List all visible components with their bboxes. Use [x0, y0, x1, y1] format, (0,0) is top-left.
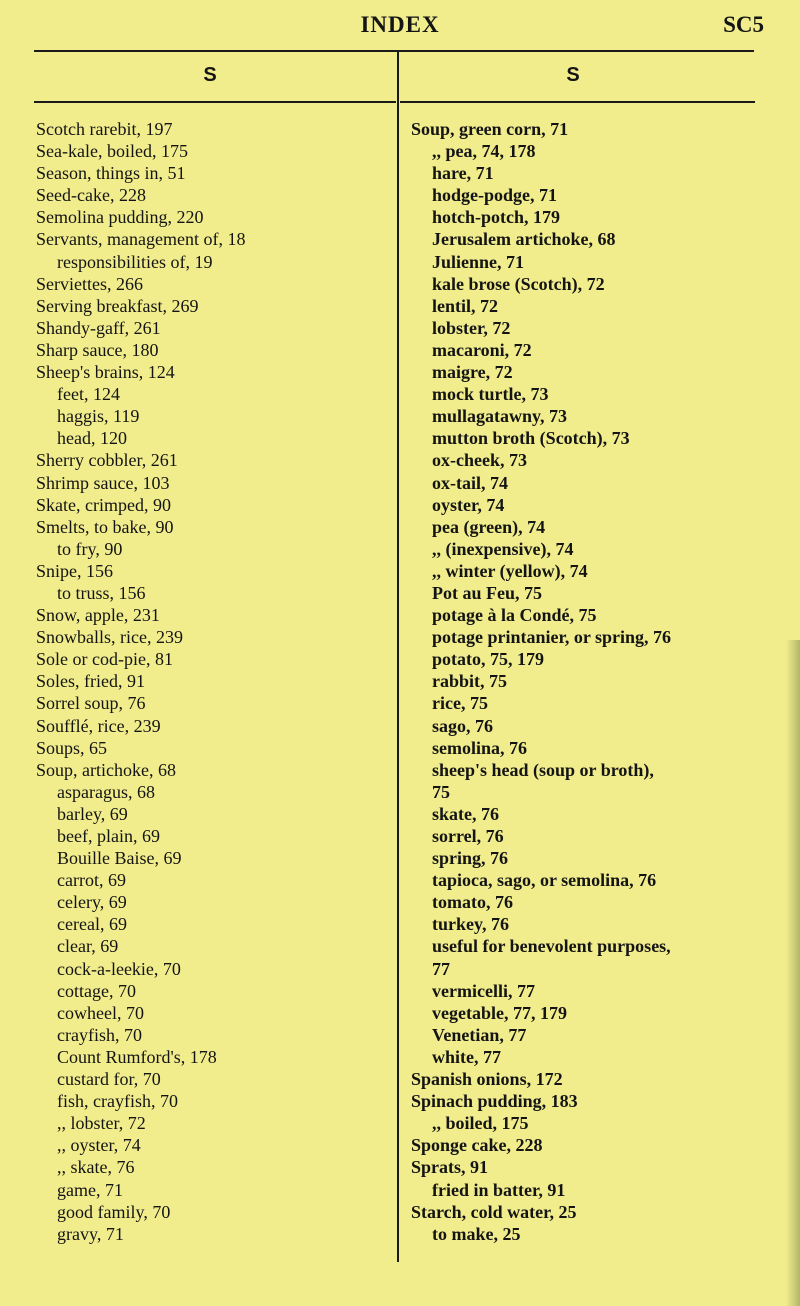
- right-index-entry: fried in batter, 91: [432, 1179, 566, 1200]
- left-index-entry: head, 120: [57, 428, 127, 449]
- right-index-entry: sago, 76: [432, 715, 494, 736]
- page-title: INDEX: [360, 12, 440, 37]
- right-index-entry: oyster, 74: [432, 494, 505, 515]
- right-index-entry: vegetable, 77, 179: [432, 1002, 567, 1023]
- left-index-entry: Snowballs, rice, 239: [36, 627, 183, 648]
- left-index-entry: to truss, 156: [57, 582, 146, 603]
- left-index-entry: cowheel, 70: [57, 1002, 144, 1023]
- left-index-entry: celery, 69: [57, 892, 127, 913]
- left-index-entry: Serving breakfast, 269: [36, 295, 199, 316]
- right-index-entry: ox-cheek, 73: [432, 450, 527, 471]
- left-index-entry: carrot, 69: [57, 870, 126, 891]
- left-index-entry: Shrimp sauce, 103: [36, 472, 170, 493]
- left-heading-rule: [34, 101, 396, 103]
- right-index-entry: Jerusalem artichoke, 68: [432, 229, 616, 250]
- right-column-heading: S: [566, 64, 580, 86]
- left-index-entry: Sea-kale, boiled, 175: [36, 141, 188, 162]
- left-index-entry: beef, plain, 69: [57, 826, 160, 846]
- right-index-entry: Soup, green corn, 71: [411, 119, 569, 139]
- right-index-entry: potage printanier, or spring, 76: [432, 627, 672, 648]
- left-index-entry: Sherry cobbler, 261: [36, 450, 178, 471]
- right-index-entry: mutton broth (Scotch), 73: [432, 428, 630, 449]
- right-index-entry: rabbit, 75: [432, 671, 508, 692]
- right-index-entry: to make, 25: [432, 1223, 521, 1244]
- left-index-entry: good family, 70: [57, 1201, 171, 1222]
- left-index-column: [36, 118, 416, 1245]
- right-index-entry: Sponge cake, 228: [411, 1135, 543, 1156]
- left-index-entry: to fry, 90: [57, 538, 123, 559]
- left-index-entry: Season, things in, 51: [36, 163, 186, 184]
- right-index-column: [411, 118, 791, 1245]
- right-index-entry: kale brose (Scotch), 72: [432, 273, 605, 294]
- right-index-entry: macaroni, 72: [432, 339, 532, 360]
- right-index-entry: sorrel, 76: [432, 826, 504, 846]
- right-index-entry: ,, winter (yellow), 74: [432, 560, 588, 581]
- right-index-entry: pea (green), 74: [432, 516, 546, 537]
- left-index-entry: fish, crayfish, 70: [57, 1091, 178, 1112]
- right-index-entry: ox-tail, 74: [432, 472, 508, 493]
- right-index-entry: white, 77: [432, 1046, 501, 1067]
- right-heading-rule: [400, 101, 755, 103]
- right-index-entry: tapioca, sago, or semolina, 76: [432, 870, 657, 891]
- left-index-entry: clear, 69: [57, 936, 119, 957]
- right-index-entry: ,, pea, 74, 178: [432, 141, 536, 162]
- left-index-entry: Sole or cod-pie, 81: [36, 649, 173, 670]
- left-index-entry: Serviettes, 266: [36, 273, 143, 294]
- right-index-entry: mock turtle, 73: [432, 384, 549, 405]
- right-index-entry: spring, 76: [432, 848, 509, 869]
- left-index-entry: gravy, 71: [57, 1223, 124, 1244]
- left-index-entry: custard for, 70: [57, 1069, 161, 1090]
- left-index-entry: Soups, 65: [36, 737, 108, 758]
- right-index-entry: Spinach pudding, 183: [411, 1091, 578, 1112]
- right-index-entry: useful for benevolent purposes,: [432, 936, 671, 957]
- left-index-entry: Scotch rarebit, 197: [36, 119, 173, 139]
- page-number: SC5: [723, 12, 764, 37]
- left-index-entry: cottage, 70: [57, 980, 136, 1001]
- right-index-entry: rice, 75: [432, 693, 488, 714]
- right-index-entry: lentil, 72: [432, 295, 498, 316]
- left-index-entry: ,, lobster, 72: [57, 1113, 146, 1134]
- right-index-entry: potage à la Condé, 75: [432, 605, 597, 626]
- right-index-entry: Venetian, 77: [432, 1024, 527, 1045]
- left-index-entry: barley, 69: [57, 803, 128, 824]
- right-index-entry: Julienne, 71: [432, 251, 525, 272]
- right-index-entry: hodge-podge, 71: [432, 185, 558, 206]
- right-index-entry: sheep's head (soup or broth),: [432, 759, 654, 780]
- left-index-entry: Sheep's brains, 124: [36, 362, 175, 383]
- left-index-entry: feet, 124: [57, 384, 120, 405]
- right-index-entry: Spanish onions, 172: [411, 1069, 563, 1090]
- left-index-entry: Soup, artichoke, 68: [36, 759, 176, 780]
- left-index-entry: Snow, apple, 231: [36, 605, 160, 626]
- right-index-entry: 75: [432, 781, 450, 802]
- left-index-entry: Shandy-gaff, 261: [36, 317, 161, 338]
- right-index-entry: skate, 76: [432, 803, 499, 824]
- right-index-entry: potato, 75, 179: [432, 649, 544, 670]
- right-index-entry: hotch-potch, 179: [432, 207, 561, 228]
- right-index-entry: lobster, 72: [432, 317, 511, 338]
- left-index-entry: haggis, 119: [57, 406, 140, 427]
- right-index-entry: Starch, cold water, 25: [411, 1201, 577, 1222]
- right-index-entry: ,, (inexpensive), 74: [432, 538, 574, 559]
- left-index-entry: Sorrel soup, 76: [36, 693, 146, 714]
- right-index-entry: tomato, 76: [432, 892, 513, 913]
- right-index-entry: Pot au Feu, 75: [432, 582, 542, 603]
- right-index-entry: turkey, 76: [432, 914, 510, 935]
- page-edge-shadow: [786, 640, 800, 1306]
- right-index-entry: vermicelli, 77: [432, 980, 535, 1001]
- right-index-entry: hare, 71: [432, 163, 494, 184]
- left-index-entry: Skate, crimped, 90: [36, 494, 171, 515]
- left-index-entry: Soles, fried, 91: [36, 671, 145, 692]
- page-header: [0, 12, 800, 42]
- header-rule: [34, 50, 754, 52]
- left-index-entry: Soufflé, rice, 239: [36, 715, 161, 736]
- left-index-entry: Count Rumford's, 178: [57, 1046, 217, 1067]
- left-index-entry: Semolina pudding, 220: [36, 207, 204, 228]
- right-index-entry: semolina, 76: [432, 737, 528, 758]
- left-index-entry: game, 71: [57, 1179, 123, 1200]
- left-index-entry: Sharp sauce, 180: [36, 339, 159, 360]
- left-index-entry: cereal, 69: [57, 914, 127, 935]
- right-index-entry: maigre, 72: [432, 362, 513, 383]
- left-index-entry: Seed-cake, 228: [36, 185, 146, 206]
- left-index-entry: Bouille Baise, 69: [57, 848, 182, 869]
- right-index-entry: mullagatawny, 73: [432, 406, 568, 427]
- left-index-entry: crayfish, 70: [57, 1024, 142, 1045]
- left-index-entry: cock-a-leekie, 70: [57, 958, 181, 979]
- right-index-entry: Sprats, 91: [411, 1157, 489, 1178]
- left-index-entry: Servants, management of, 18: [36, 229, 246, 250]
- left-index-entry: Snipe, 156: [36, 560, 114, 581]
- left-column-heading: S: [203, 64, 217, 86]
- left-index-entry: responsibilities of, 19: [57, 251, 213, 272]
- left-index-entry: ,, oyster, 74: [57, 1135, 141, 1156]
- right-index-entry: ,, boiled, 175: [432, 1113, 529, 1134]
- left-index-entry: asparagus, 68: [57, 781, 155, 802]
- left-index-entry: ,, skate, 76: [57, 1157, 135, 1178]
- right-index-entry: 77: [432, 958, 450, 979]
- left-index-entry: Smelts, to bake, 90: [36, 516, 174, 537]
